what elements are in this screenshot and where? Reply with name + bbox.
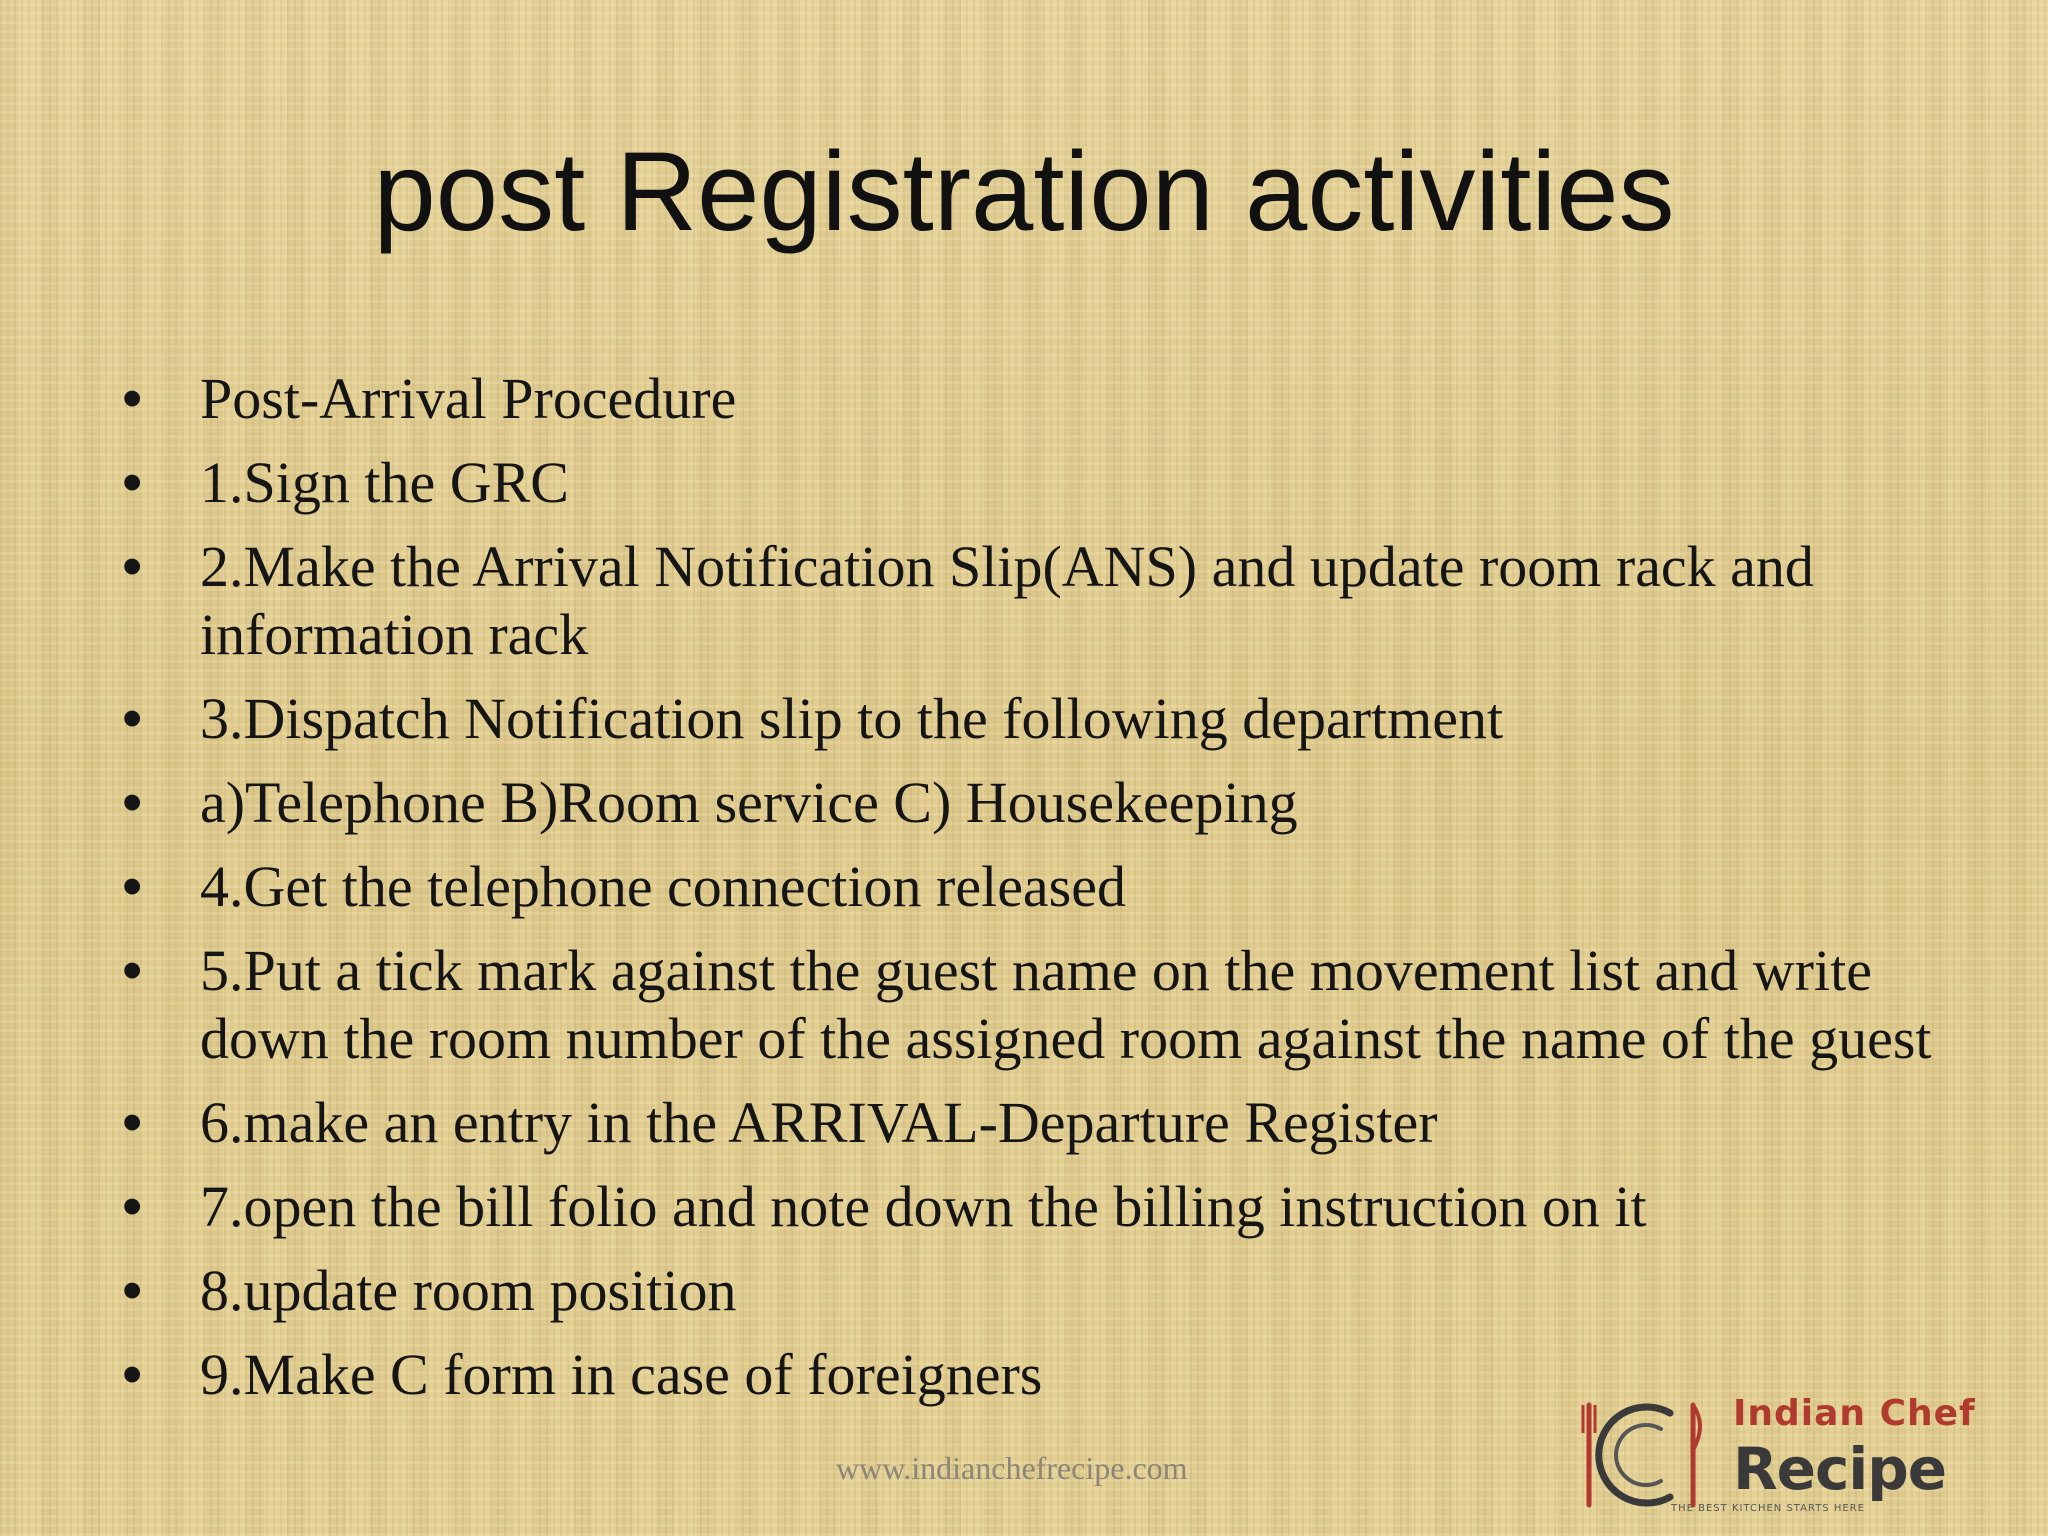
list-item — [120, 365, 1940, 433]
bullet-dot: • — [122, 534, 143, 599]
bullet-dot: • — [122, 366, 143, 431]
list-item — [120, 449, 1940, 517]
list-item — [120, 769, 1940, 837]
list-item — [120, 1089, 1940, 1157]
bullet-list — [120, 365, 1940, 1425]
bullet-dot: • — [122, 1174, 143, 1239]
logo-text-top: Indian Chef — [1733, 1393, 1976, 1434]
list-item-text: 9.Make C form in case of foreigners — [200, 1342, 1043, 1407]
list-item-text: 7.open the bill folio and note down the billing instruction on it — [200, 1174, 1647, 1239]
list-item-text: 1.Sign the GRC — [200, 450, 569, 515]
list-item-text: 2.Make the Arrival Notification Slip(ANS) and update room rack and information rack — [200, 534, 1814, 667]
list-item-text: 4.Get the telephone connection released — [200, 854, 1126, 919]
list-item-text: Post-Arrival Procedure — [200, 366, 737, 431]
bullet-dot: • — [122, 770, 143, 835]
bullet-dot: • — [122, 854, 143, 919]
list-item — [120, 533, 1940, 669]
list-item — [120, 853, 1940, 921]
indian-chef-recipe-logo — [1575, 1395, 2015, 1520]
bullet-dot: • — [122, 938, 143, 1003]
bullet-dot: • — [122, 1342, 143, 1407]
list-item — [120, 1257, 1940, 1325]
list-item-text: 8.update room position — [200, 1258, 737, 1323]
list-item-text: 3.Dispatch Notification slip to the following department — [200, 686, 1504, 751]
logo-text-main: Recipe — [1733, 1435, 1947, 1503]
slide-title: post Registration activities — [373, 129, 1675, 254]
bullet-dot: • — [122, 1258, 143, 1323]
watermark-url: www.indianchefrecipe.com — [836, 1450, 1188, 1486]
bullet-dot: • — [122, 450, 143, 515]
logo-tagline: THE BEST KITCHEN STARTS HERE — [1671, 1503, 1865, 1514]
list-item-text: 6.make an entry in the ARRIVAL-Departure Register — [200, 1090, 1438, 1155]
list-item-text: 5.Put a tick mark against the guest name on the movement list and write down the room number of the assigned room against the name of the guest — [200, 938, 1932, 1071]
list-item-text: a)Telephone B)Room service C) Housekeeping — [200, 770, 1298, 835]
list-item — [120, 1173, 1940, 1241]
bullet-dot: • — [122, 1090, 143, 1155]
list-item — [120, 685, 1940, 753]
bullet-dot: • — [122, 686, 143, 751]
chef-logo-icon — [1575, 1395, 1715, 1515]
list-item — [120, 937, 1940, 1073]
